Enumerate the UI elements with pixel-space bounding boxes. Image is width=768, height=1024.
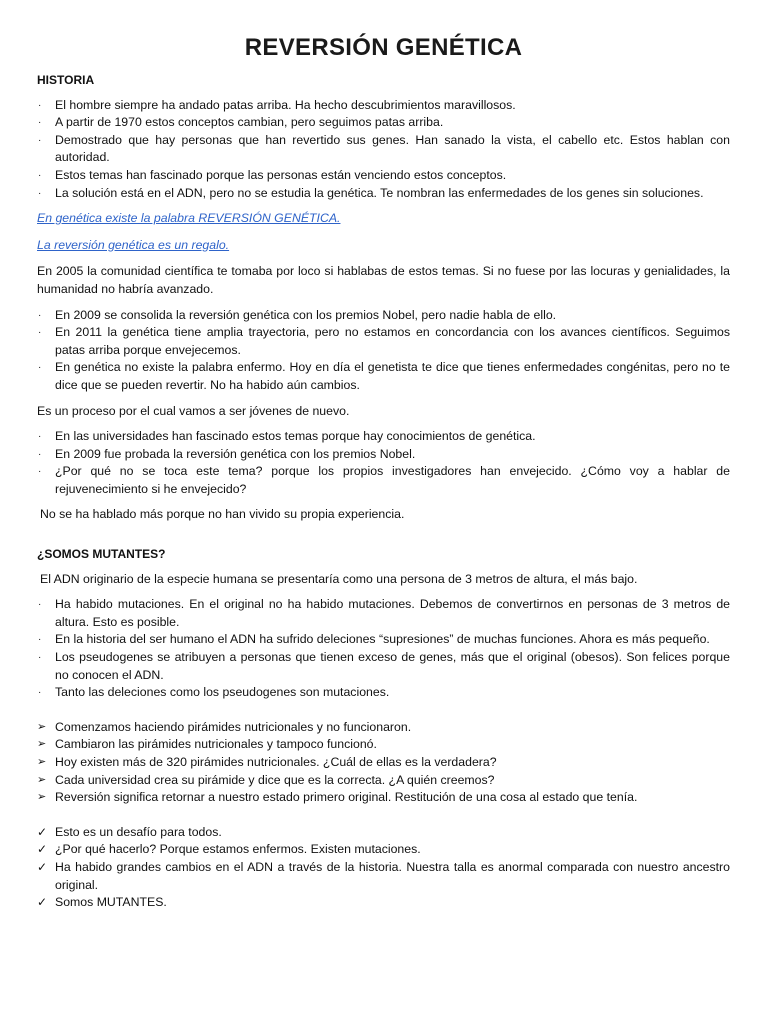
arrow-bullet-icon: ➢ <box>37 738 47 751</box>
bullet-dot-icon: · <box>38 309 42 321</box>
list-item: · Los pseudogenes se atribuyen a personas que tienen exceso de genes, más que el original (obesos). Son felices porque no conocen el ADN. <box>38 650 730 682</box>
arrow-bullet-icon: ➢ <box>37 791 47 804</box>
list-item: ➢ Cambiaron las pirámides nutricionales y tampoco funcionó. <box>37 736 730 754</box>
bullet-dot-icon: · <box>38 327 42 339</box>
list-item: ➢ Cada universidad crea su pirámide y dice que es la correcta. ¿A quién creemos? <box>37 772 730 790</box>
list-item: · En 2011 la genética tiene amplia trayectoria, pero no estamos en concordancia con los avances científicos. Seguimos patas arriba porque envejecemos. <box>38 325 730 357</box>
page-title: REVERSIÓN GENÉTICA <box>244 34 523 61</box>
list-item: ✓ Ha habido grandes cambios en el ADN a través de la historia. Nuestra talla es anormal comparada con nuestro ancestro original. <box>37 859 730 892</box>
bullet-dot-icon: · <box>38 652 42 664</box>
list-item: · Estos temas han fascinado porque las personas están venciendo estos conceptos. <box>37 167 730 185</box>
list-item: ➢ Reversión significa retornar a nuestro estado primero original. Restitución de una cosa al estado que tenía. <box>37 789 730 807</box>
list-item: ✓ Esto es un desafío para todos. <box>37 824 730 842</box>
bullet-list-nobel <box>37 307 730 395</box>
arrow-list-piramides <box>37 719 730 807</box>
bullet-dot-icon: · <box>38 687 42 699</box>
list-item: · La solución está en el ADN, pero no se estudia la genética. Te nombran las enfermedades de los genes sin soluciones. <box>37 185 730 203</box>
bullet-dot-icon: · <box>38 431 42 443</box>
bullet-dot-icon: · <box>38 187 42 199</box>
list-item: ➢ Comenzamos haciendo pirámides nutricionales y no funcionaron. <box>37 719 730 737</box>
arrow-bullet-icon: ➢ <box>37 756 47 768</box>
bullet-dot-icon: · <box>38 134 42 146</box>
check-icon: ✓ <box>37 842 48 857</box>
link-regalo[interactable]: La reversión genética es un regalo. <box>37 237 230 252</box>
list-item: ✓ ¿Por qué hacerlo? Porque estamos enfermos. Existen mutaciones. <box>37 841 730 859</box>
list-item: · Ha habido mutaciones. En el original no ha habido mutaciones. Debemos de convertirnos en personas de 3 metros de altura. Esto es posible. <box>38 597 730 629</box>
bullet-list-mutaciones <box>37 596 730 702</box>
section-heading-mutantes: ¿SOMOS MUTANTES? <box>37 547 166 562</box>
spacer <box>37 815 730 824</box>
spacer <box>37 710 730 719</box>
bullet-dot-icon: · <box>38 362 42 374</box>
arrow-bullet-icon: ➢ <box>37 720 47 733</box>
list-item: · En las universidades han fascinado estos temas porque hay conocimientos de genética. <box>37 428 730 446</box>
paragraph: El ADN originario de la especie humana se presentaría como una persona de 3 metros de altura, el más bajo. <box>40 571 638 586</box>
check-icon: ✓ <box>37 859 48 874</box>
list-item: · En la historia del ser humano el ADN ha sufrido deleciones “supresiones” de muchas funciones. Ahora es más pequeño. <box>37 631 730 649</box>
check-icon: ✓ <box>37 824 48 839</box>
paragraph: No se ha hablado más porque no han vivido su propia experiencia. <box>40 507 405 522</box>
section-heading-historia: HISTORIA <box>37 73 95 87</box>
bullet-dot-icon: · <box>38 99 42 111</box>
check-list-desafio <box>37 824 730 912</box>
paragraph: Es un proceso por el cual vamos a ser jóvenes de nuevo. <box>37 403 350 418</box>
bullet-list-universidades <box>37 428 730 498</box>
list-item: · El hombre siempre ha andado patas arriba. Ha hecho descubrimientos maravillosos. <box>37 97 730 115</box>
link-reversion-genetica[interactable]: En genética existe la palabra REVERSIÓN GENÉTICA. <box>37 211 341 226</box>
bullet-list-historia <box>37 97 730 203</box>
bullet-dot-icon: · <box>38 634 42 646</box>
list-item: · En genética no existe la palabra enfermo. Hoy en día el genetista te dice que tienes enfermedades congénitas, pero no te dice que se pueden revertir. No ha habido aún cambios. <box>38 360 730 392</box>
list-item: · Tanto las deleciones como los pseudogenes son mutaciones. <box>37 684 730 702</box>
bullet-dot-icon: · <box>38 448 42 460</box>
spacer <box>37 532 730 546</box>
arrow-bullet-icon: ➢ <box>37 773 47 786</box>
list-item: · A partir de 1970 estos conceptos cambian, pero seguimos patas arriba. <box>37 114 730 132</box>
bullet-dot-icon: · <box>38 117 42 129</box>
paragraph: En 2005 la comunidad científica te tomaba por loco si hablabas de estos temas. Si no fuese por las locuras y genialidades, la humanidad no habría avanzado. <box>37 264 730 296</box>
bullet-dot-icon: · <box>38 466 42 478</box>
list-item: · Demostrado que hay personas que han revertido sus genes. Han sanado la vista, el cabello etc. Estos hablan con autoridad. <box>38 132 730 165</box>
list-item: ➢ Hoy existen más de 320 pirámides nutricionales. ¿Cuál de ellas es la verdadera? <box>37 754 730 772</box>
list-item: ✓ Somos MUTANTES. <box>37 894 730 912</box>
list-item: · ¿Por qué no se toca este tema? porque los propios investigadores han envejecido. ¿Cómo voy a hablar de rejuvenecimiento si he envejecido? <box>38 464 730 496</box>
list-item: · En 2009 se consolida la reversión genética con los premios Nobel, pero nadie habla de ello. <box>37 307 730 325</box>
list-item: · En 2009 fue probada la reversión genética con los premios Nobel. <box>37 446 730 464</box>
check-icon: ✓ <box>37 895 48 910</box>
bullet-dot-icon: · <box>38 169 42 181</box>
bullet-dot-icon: · <box>38 599 42 611</box>
